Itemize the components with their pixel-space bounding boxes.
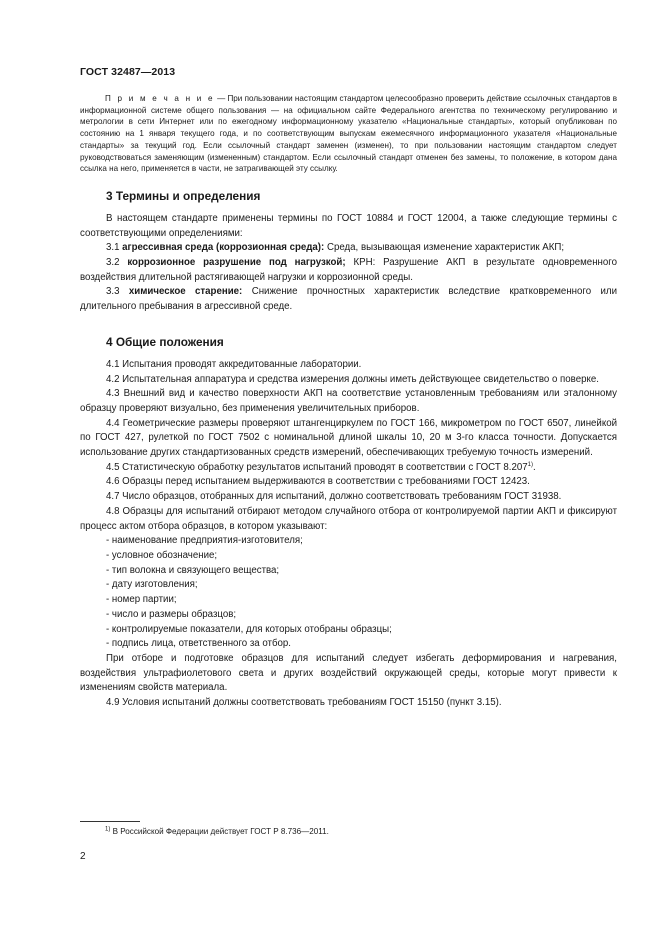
section-4-title: 4 Общие положения — [106, 334, 224, 349]
term-number: 3.1 — [106, 242, 123, 254]
term-number: 3.2 — [106, 257, 128, 269]
list-item: - условное обозначение; — [106, 549, 218, 561]
term-3-2 — [80, 256, 617, 285]
footnote-text: В Российской Федерации действует ГОСТ Р 8.736—2011. — [110, 827, 329, 836]
footnote-divider — [80, 821, 140, 822]
term-name: химическое старение: — [128, 286, 243, 298]
clause-4-5-end: . — [533, 461, 536, 473]
clause-4-1: 4.1 Испытания проводят аккредитованные лаборатории. — [106, 358, 362, 370]
clause-4-7: 4.7 Число образцов, отобранных для испытаний, должно соответствовать требованиям ГОСТ 31938. — [106, 491, 562, 503]
footnote-mark: 1) — [105, 826, 111, 833]
term-number: 3.3 — [106, 286, 129, 298]
list-item: - число и размеры образцов; — [106, 608, 237, 620]
list-item: - наименование предприятия-изготовителя; — [106, 535, 303, 547]
term-3-3 — [80, 285, 617, 314]
list-item: - подпись лица, ответственного за отбор. — [106, 638, 291, 650]
section-3-title: 3 Термины и определения — [106, 188, 261, 203]
clause-4-2: 4.2 Испытательная аппаратура и средства измерения должны иметь действующее свидетельство о поверке. — [106, 373, 599, 385]
term-3-1 — [80, 241, 617, 256]
term-name: коррозионное разрушение под нагрузкой; — [127, 257, 346, 269]
note-paragraph — [80, 93, 617, 175]
clause-4-8: 4.8 Образцы для испытаний отбирают методом случайного отбора от контролируемой партии АКП и фиксируют процесс актом отбора образцов, в котором указывают: — [80, 505, 617, 532]
page-content — [80, 93, 617, 711]
section-3-intro: В настоящем стандарте применены термины по ГОСТ 10884 и ГОСТ 12004, а также следующие термины с соответствующими определениями: — [80, 212, 617, 239]
note-label: П р и м е ч а н и е — [105, 94, 215, 103]
clause-4-3: 4.3 Внешний вид и качество поверхности АКП на соответствие установленным требованиям или эталонному образцу проверяют визуально, без применения увеличительных приборов. — [80, 388, 617, 414]
term-definition: КРН: Разрушение АКП в результате одновременного воздействия длительной растягивающей нагрузки и коррозионной среды. — [80, 257, 617, 283]
term-definition: Среда, вызывающая изменение характеристик АКП; — [324, 242, 565, 254]
clause-4-5 — [80, 461, 617, 476]
list-item: - номер партии; — [106, 594, 177, 606]
clause-4-8-note: При отборе и подготовке образцов для испытаний следует избегать деформирования и нагревания, воздействия ультрафиолетового света и других воздействий окружающей среды, которые могут привести к изменениям свойств материала. — [80, 652, 617, 694]
note-text: — При пользовании настоящим стандартом целесообразно проверить действие ссылочных стандартов в информационной системе общего пользования — на официальном сайте Федерального агентства по техническому регулированию и метрологии в сети Интернет или по ежегодному информационному указателю «Национальные стандарты», который опубликован по состоянию на 1 января текущего года, и по соответствующим выпускам ежемесячного информационного указателя «Национальные стандарты» за текущий год. Если ссылочный стандарт заменен (изменен), то при пользовании настоящим стандартом следует руководствоваться заменяющим (измененным) стандартом. Если ссылочный стандарт отменен без замены, то положение, в котором дана ссылка на него, применяется в части, не затрагивающей эту ссылку. — [80, 94, 617, 174]
list-item: - контролируемые показатели, для которых отобраны образцы; — [106, 623, 392, 635]
list-item: - тип волокна и связующего вещества; — [106, 564, 280, 576]
footnote-ref: 1) — [527, 461, 534, 468]
document-code: ГОСТ 32487—2013 — [80, 66, 176, 78]
clause-4-4: 4.4 Геометрические размеры проверяют штангенциркулем по ГОСТ 166, микрометром по ГОСТ 6507, линейкой по ГОСТ 427, рулеткой по ГОСТ 7502 с номинальной длиной шкалы 10, 20 м 3-го класса точности. Допускается использование других стандартизованных средств измерений, обеспечивающих требуемую точность измерений. — [80, 417, 617, 459]
term-definition: Снижение прочностных характеристик вследствие кратковременного или длительного пребывания в агрессивной среде. — [80, 286, 617, 313]
clause-4-9: 4.9 Условия испытаний должны соответствовать требованиям ГОСТ 15150 (пункт 3.15). — [106, 697, 502, 709]
term-name: агрессивная среда (коррозионная среда): — [122, 242, 325, 254]
page-number: 2 — [80, 851, 86, 862]
list-item: - дату изготовления; — [106, 579, 198, 591]
footnote — [105, 827, 329, 836]
clause-4-6: 4.6 Образцы перед испытанием выдерживаются в соответствии с требованиями ГОСТ 12423. — [106, 476, 530, 488]
clause-4-5-text: 4.5 Статистическую обработку результатов испытаний проводят в соответствии с ГОСТ 8.207 — [106, 461, 528, 473]
